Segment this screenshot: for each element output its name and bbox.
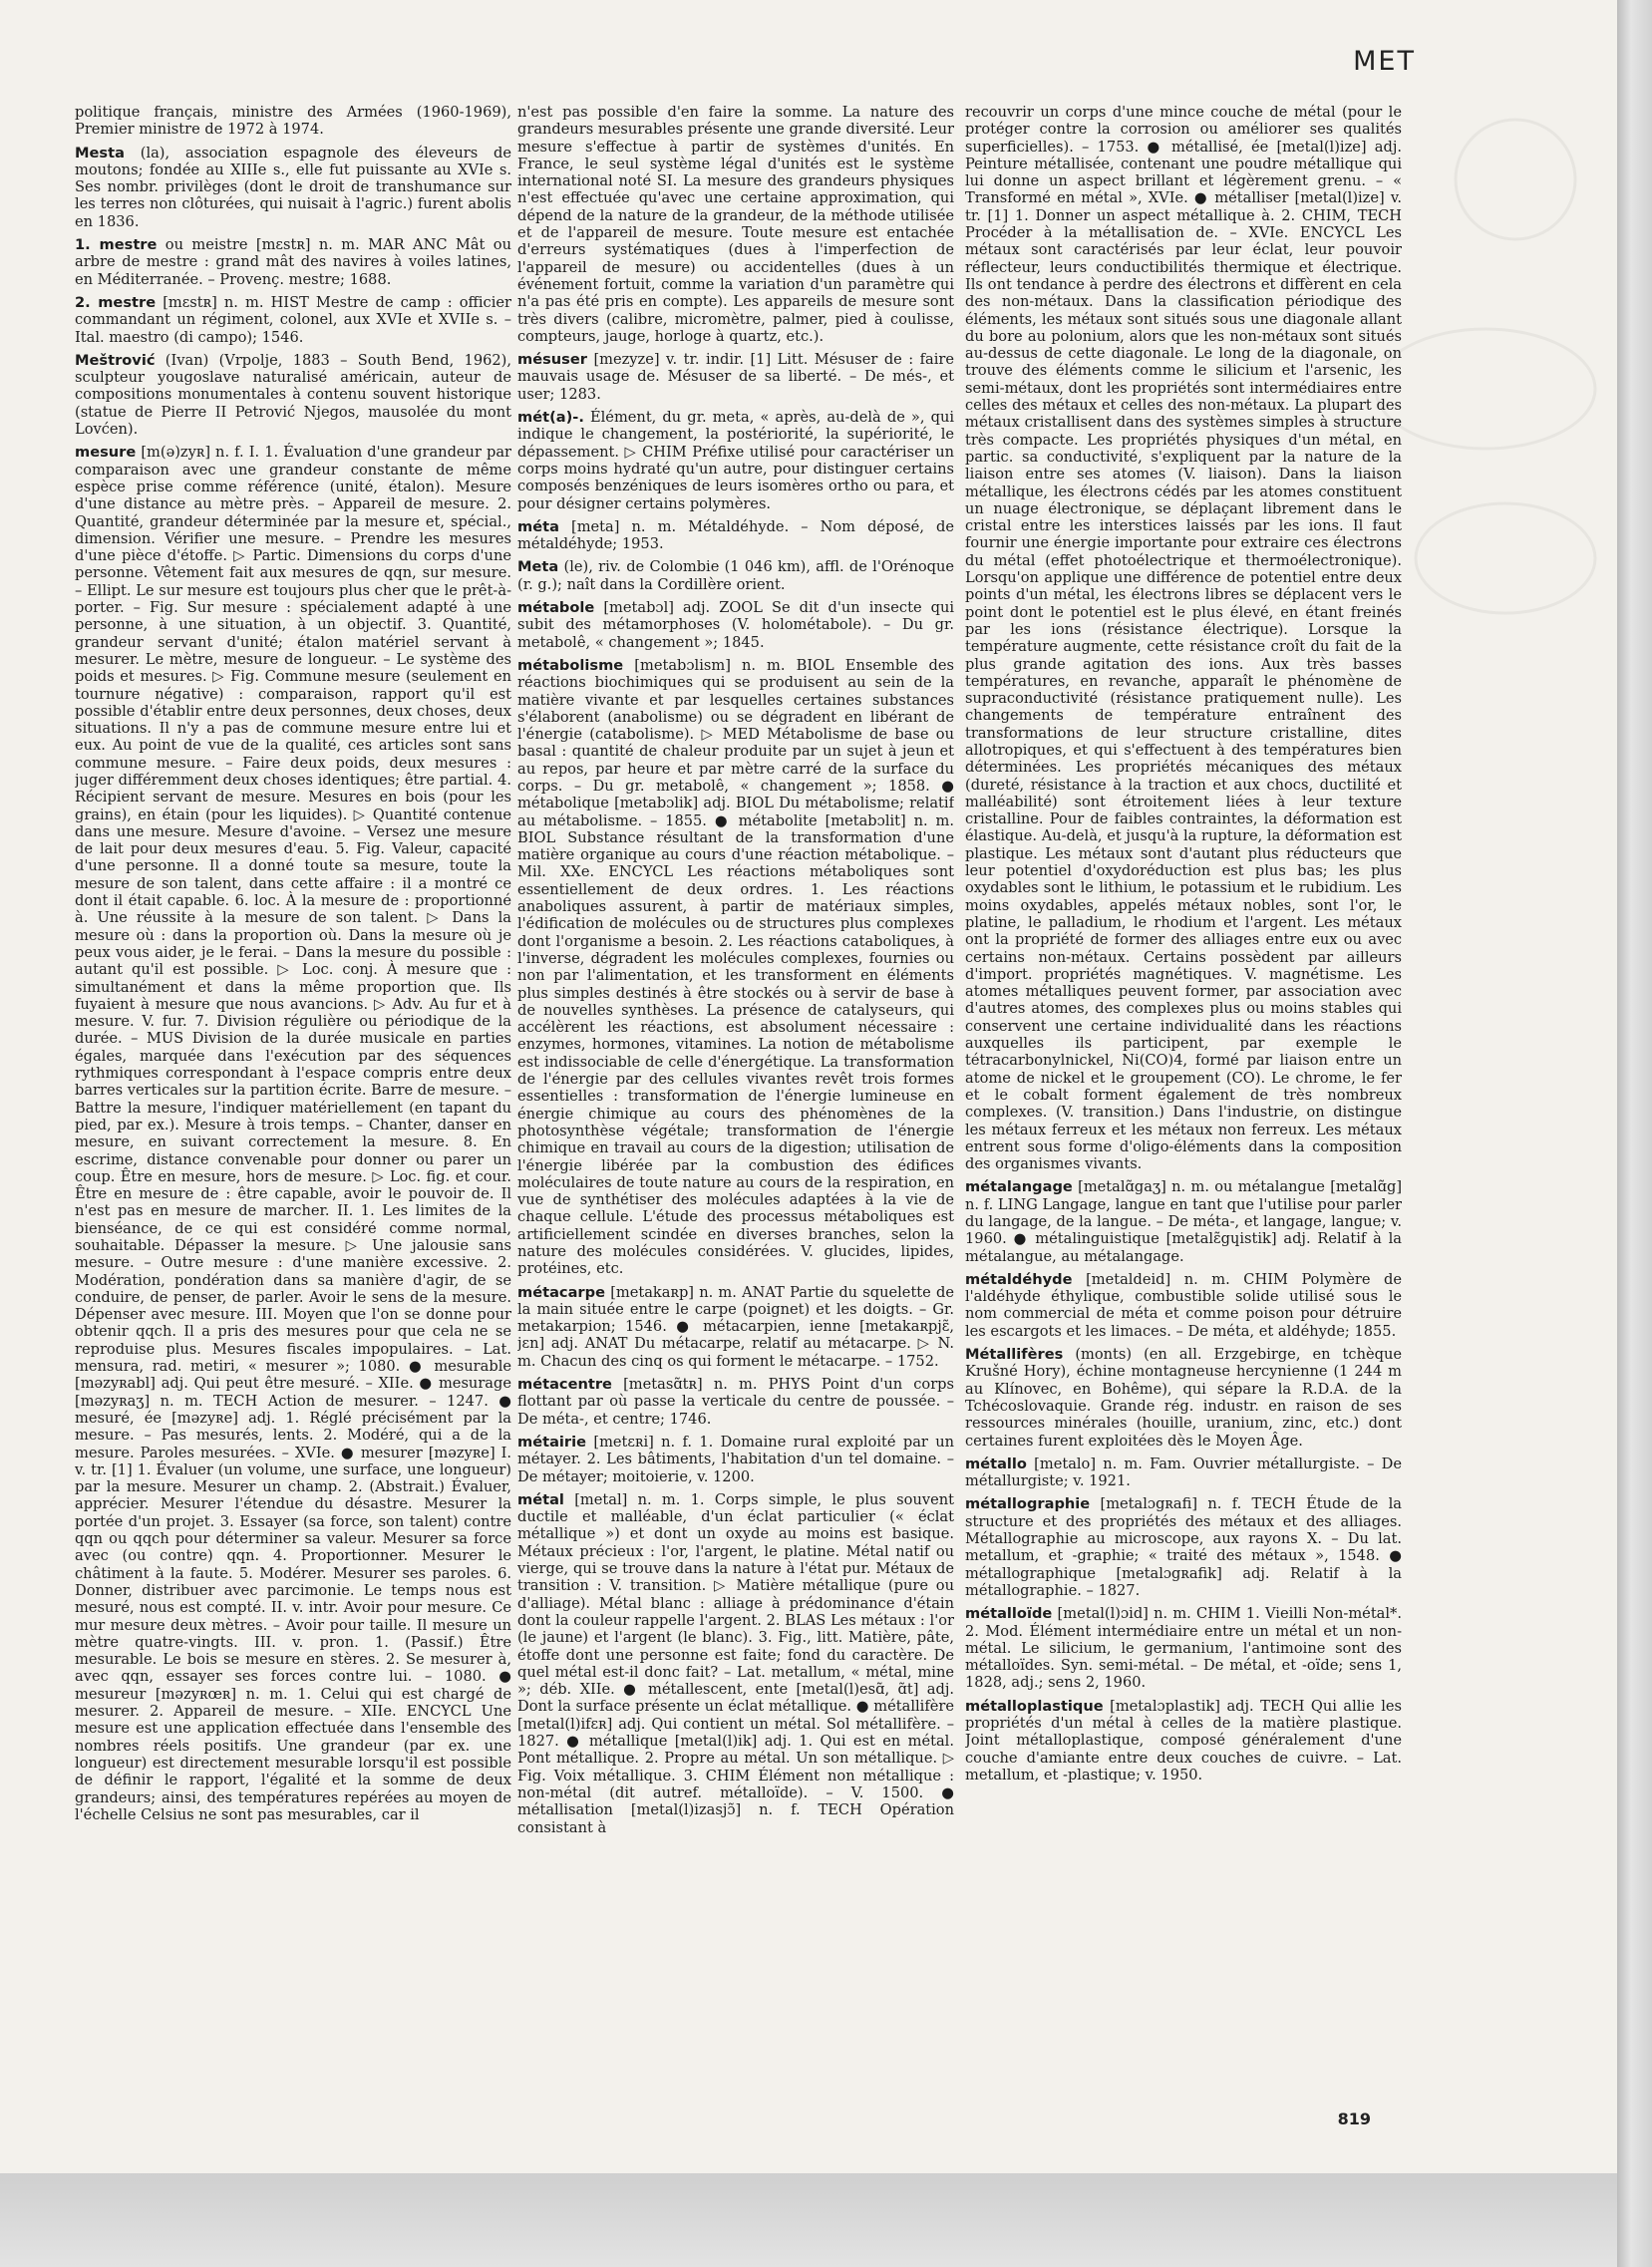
entry-headword: méta [517,517,559,535]
book-page-edge [1617,0,1652,2267]
dictionary-entry [517,1284,954,1370]
entry-definition: recouvrir un corps d'une mince couche de métal (pour le protéger contre la corrosion ou améliorer ses qualités superficielles). – 1753. ● métallisé, ée [metal(l)ize] adj. Peinture métallisée, contenant une poudre métallique qui lui donne un aspect brillant et légèrement grenu. – « Transformé en métal », XVIe. ● métalliser [metal(l)ize] v. tr. [1] 1. Donner un aspect métallique à. 2. CHIM, TECH Procéder à la métallisation de. – XVIe. ENCYCL Les métaux sont caractérisés par leur éclat, leur pouvoir réflecteur, leurs conductibilités thermique et électrique. Ils ont tendance à perdre des électrons et diffèrent en cela des non-métaux. Dans la classification périodique des éléments, les métaux sont situés sous une diagonale allant du bore au polonium, alors que les non-métaux sont situés au-dessus de cette diagonale. Le long de la diagonale, on trouve des éléments comme le silicium et l'arsenic, les semi-métaux, dont les propriétés sont intermédiaires entre celles des métaux et celles des non-métaux. La plupart des métaux cristallisent dans des systèmes simples à structure très compacte. Les propriétés physiques d'un métal, en partic. sa conductivité, s'expliquent par la nature de la liaison entre ses atomes (V. liaison). Dans la liaison métallique, les électrons cédés par les atomes constituent un nuage électronique, se déplaçant librement dans le cristal entre les interstices laissés par les ions. Il faut fournir une énergie importante pour extraire ces électrons du métal (effet photoélectrique et thermoélectronique). Lorsqu'on applique une différence de potentiel entre deux points d'un métal, les électrons libres se déplacent vers le point dont le potentiel est le plus élevé, en étant freinés par les ions (résistance électrique). Lorsque la température augmente, cette résistance croît du fait de la plus grande agitation des ions. Aux très basses températures, en revanche, apparaît le phénomène de supraconductivité (résistance pratiquement nulle). Les changements de température entraînent des transformations de leur structure cristalline, dites allotropiques, et qui s'effectuent à des températures bien déterminées. Les propriétés mécaniques des métaux (dureté, résistance à la traction et aux chocs, ductilité et malléabilité) sont étroitement liées à leur texture cristalline. Pour de faibles contraintes, la déformation est élastique. Au-delà, et jusqu'à la rupture, la déformation est plastique. Les métaux sont d'autant plus réducteurs que leur potentiel d'oxydoréduction est plus bas; les plus oxydables sont le lithium, le potassium et le rubidium. Les moins oxydables, appelés métaux nobles, sont l'or, le platine, le palladium, le rhodium et l'argent. Les métaux ont la propriété de former des alliages entre eux ou avec certains non-métaux. Certains possèdent par ailleurs d'import. propriétés magnétiques. V. magnétisme. Les atomes métalliques peuvent former, par association avec d'autres atomes, des complexes plus ou moins stables qui conservent une certaine individualité dans les réactions auxquelles ils participent, par exemple le tétracarbonylnickel, Ni(CO)4, formé par liaison entre un atome de nickel et le groupement (CO). Le chrome, le fer et le cobalt forment également de très nombreux complexes. (V. transition.) Dans l'industrie, on distingue les métaux ferreux et les métaux non ferreux. Les métaux entrent sous forme d'oligo-éléments dans la composition des organismes vivants. [965,104,1402,1173]
entry-headword: métabole [517,599,595,617]
entry-headword: Meštrović [75,351,156,369]
dictionary-entry [965,1346,1402,1450]
dictionary-entry [517,558,954,593]
entry-headword: métallographie [965,1495,1091,1513]
entry-definition: [meta] n. m. Métaldéhyde. – Nom déposé, de métaldéhyde; 1953. [517,517,954,553]
entry-headword: métalangage [965,1178,1073,1196]
entry-headword: Mesta [75,144,125,162]
entry-definition: n'est pas possible d'en faire la somme. La nature des grandeurs mesurables présente une grande diversité. Leur mesure s'effectue à partir de systèmes d'unités. En France, le seul système légal d'unités est le système international noté SI. La mesure des grandeurs physiques n'est effectuée qu'avec une certaine approximation, qui dépend de la nature de la grandeur, de la méthode utilisée et de l'appareil de mesure. Toute mesure est entachée d'erreurs systématiques (dues à l'imperfection de l'appareil de mesure) ou accidentelles (dues à un événement fortuit, comme la variation d'un paramètre qui n'a pas été pris en compte). Les appareils de mesure sont très divers (calibre, micromètre, palmer, pied à coulisse, compteurs, jauge, horloge à quartz, etc.). [517,104,954,345]
entry-definition: (monts) (en all. Erzgebirge, en tchèque Krušné Hory), échine montagneuse hercynienne (1 244 m au Klínovec, en Bohême), qui sépare la R.D.A. de la Tchécoslovaquie. Grande rég. industr. en raison de ses ressources minérales (houille, uranium, zinc, etc.) dont certaines furent exploitées dès le Moyen Âge. [965,1346,1402,1450]
entry-headword: 1. mestre [75,236,158,254]
dictionary-entry [965,104,1402,1172]
dictionary-entry [965,1605,1402,1691]
column-3 [965,104,1402,2078]
entry-headword: mésuser [517,351,587,369]
entry-definition: [metalɔplastik] adj. TECH Qui allie les propriétés d'un métal à celles de la matière plastique. Joint métalloplastique, composé généralement d'une couche d'amiante entre deux couches de cuivre. – Lat. metallum, et -plastique; v. 1950. [965,1697,1402,1783]
running-head: MET [1353,46,1416,77]
dictionary-entry [517,599,954,651]
entry-headword: métairie [517,1433,587,1451]
page-number: 819 [1337,2109,1371,2128]
entry-definition: politique français, ministre des Armées (1960-1969), Premier ministre de 1972 à 1974. [75,104,511,139]
entry-definition: [metal(l)ɔid] n. m. CHIM 1. Vieilli Non-métal*. 2. Mod. Élément intermédiaire entre un métal et un non-métal. Le silicium, le germanium, l'antimoine sont des métalloïdes. Syn. semi-métal. – De métal, et -oïde; sens 1, 1828, adj.; sens 2, 1960. [965,1605,1402,1692]
entry-headword: Métallifères [965,1346,1064,1364]
dictionary-entry [517,518,954,553]
entry-definition: Élément, du gr. meta, « après, au-delà de », qui indique le changement, la postériorité, la supériorité, le dépassement. ▷ CHIM Préfixe utilisé pour caractériser un corps moins hydraté qu'un autre, pour distinguer certains composés benzéniques de leurs isomères ortho ou para, et pour désigner certains polymères. [517,409,954,512]
entry-definition: [metaldeid] n. m. CHIM Polymère de l'aldéhyde éthylique, combustible solide utilisé sous le nom commercial de méta et comme poison pour détruire les escargots et les limaces. – De méta, et aldéhyde; 1855. [965,1270,1402,1340]
dictionary-entry [965,1271,1402,1340]
entry-definition: [metakaʀp] n. m. ANAT Partie du squelette de la main située entre le carpe (poignet) et les doigts. – Gr. metakarpion; 1546. ● métacarpien, ienne [metakaʀpjɛ̃, jɛn] adj. ANAT Du métacarpe, relatif au métacarpe. ▷ N. m. Chacun des cinq os qui forment le métacarpe. – 1752. [517,1283,954,1370]
entry-headword: métacentre [517,1376,612,1394]
entry-headword: métacarpe [517,1283,605,1301]
entry-headword: mét(a)-. [517,409,584,427]
entry-headword: métal [517,1490,564,1508]
entry-headword: métabolisme [517,656,624,674]
dictionary-entry [75,104,511,139]
dictionary-entry [517,104,954,345]
dictionary-entry [517,657,954,1278]
dictionary-entry [517,1491,954,1836]
entry-definition: [metalɑ̃gaʒ] n. m. ou métalangue [metalɑ̃g] n. f. LING Langage, langue en tant que l'utilise pour parler du langage, de la langue. – De méta-, et langage, langue; v. 1960. ● métalinguistique [metalɛ̃gɥistik] adj. Relatif à la métalangue, au métalangage. [965,1178,1402,1265]
entry-headword: Meta [517,558,559,576]
dictionary-entry [517,351,954,403]
dictionary-entry [75,444,511,1823]
dictionary-entry [965,1178,1402,1264]
dictionary-entry [965,1495,1402,1599]
entry-definition: [metasɑ̃tʀ] n. m. PHYS Point d'un corps flottant par où passe la verticale du centre de poussée. – De méta-, et centre; 1746. [517,1376,954,1428]
entry-headword: mesure [75,444,137,462]
dictionary-entry [75,294,511,346]
dictionary-entry [75,145,511,230]
scan-background [0,2173,1617,2267]
entry-definition: (Ivan) (Vrpolje, 1883 – South Bend, 1962), sculpteur yougoslave naturalisé américain, auteur de compositions monumentales à contenu souvent historique (statue de Pierre II Petrović Njegos, mausolée du mont Lovćen). [75,351,511,439]
entry-definition: [metal] n. m. 1. Corps simple, le plus souvent ductile et malléable, d'un éclat particulier (« éclat métallique ») et dont un oxyde au moins est basique. Métaux précieux : l'or, l'argent, le platine. Métal natif ou vierge, qui se trouve dans la nature à l'état pur. Métaux de transition : V. transition. ▷ Matière métallique (pure ou d'alliage). Métal blanc : alliage à prédominance d'étain dont la couleur rappelle l'argent. 2. BLAS Les métaux : l'or (le jaune) et l'argent (le blanc). 3. Fig., litt. Matière, pâte, étoffe dont une personne est faite; fond du caractère. De quel métal est-il donc fait? – Lat. metallum, « métal, mine »; déb. XIIe. ● métallescent, ente [metal(l)esɑ̃, ɑ̃t] adj. Dont la surface présente un éclat métallique. ● métallifère [metal(l)ifɛʀ] adj. Qui contient un métal. Sol métallifère. – 1827. ● métallique [metal(l)ik] adj. 1. Qui est en métal. Pont métallique. 2. Propre au métal. Un son métallique. ▷ Fig. Voix métallique. 3. CHIM Élément non métallique : non-métal (dit autref. métalloïde). – V. 1500. ● métallisation [metal(l)izasjɔ̃] n. f. TECH Opération consistant à [517,1490,954,1836]
entry-definition: [m(ə)zyʀ] n. f. I. 1. Évaluation d'une grandeur par comparaison avec une grandeur constante de même espèce prise comme référence (unité, étalon). Mesure d'une distance au mètre près. – Appareil de mesure. 2. Quantité, grandeur déterminée par la mesure et, spécial., dimension. Vérifier une mesure. – Prendre les mesures d'une pièce d'étoffe. ▷ Partic. Dimensions du corps d'une personne. Vêtement fait aux mesures de qqn, sur mesure. – Ellipt. Le sur mesure est toujours plus cher que le prêt-à-porter. – Fig. Sur mesure : spécialement adapté à une personne, à une situation, à un objectif. 3. Quantité, grandeur servant d'unité; étalon matériel servant à mesurer. Le mètre, mesure de longueur. – Le système des poids et mesures. ▷ Fig. Commune mesure (seulement en tournure négative) : comparaison, rapport qu'il est possible d'établir entre deux personnes, deux choses, deux situations. Il n'y a pas de commune mesure entre lui et eux. Au point de vue de la qualité, ces articles sont sans commune mesure. – Faire deux poids, deux mesures : juger différemment deux choses identiques; être partial. 4. Récipient servant de mesure. Mesures en bois (pour les grains), en étain (pour les liquides). ▷ Quantité contenue dans une mesure. Mesure d'avoine. – Versez une mesure de lait pour deux mesures d'eau. 5. Fig. Valeur, capacité d'une personne. Il a donné toute sa mesure, toute la mesure de son talent, dans cette affaire : il a montré ce dont il était capable. 6. loc. À la mesure de : proportionné à. Une réussite à la mesure de son talent. ▷ Dans la mesure où : dans la proportion où. Dans la mesure où je peux vous aider, je le ferai. – Dans la mesure du possible : autant qu'il est possible. ▷ Loc. conj. À mesure que : simultanément et dans la même proportion que. Ils fuyaient à mesure que nous avancions. ▷ Adv. Au fur et à mesure. V. fur. 7. Division régulière ou périodique de la durée. – MUS Division de la durée musicale en parties égales, marquée dans l'exécution par des séquences rythmiques correspondant à l'espace compris entre deux barres verticales sur la partition écrite. Barre de mesure. – Battre la mesure, l'indiquer matériellement (en tapant du pied, par ex.). Mesure à trois temps. – Chanter, danser en mesure, en suivant correctement la mesure. 8. En escrime, distance convenable pour donner ou parer un coup. Être en mesure, hors de mesure. ▷ Loc. fig. et cour. Être en mesure de : être capable, avoir le pouvoir de. Il n'est pas en mesure de marcher. II. 1. Les limites de la bienséance, de ce qui est considéré comme normal, souhaitable. Dépasser la mesure. ▷ Une jalousie sans mesure. – Outre mesure : d'une manière excessive. 2. Modération, pondération dans sa manière d'agir, de se conduire, de penser, de parler. Avoir le sens de la mesure. Dépenser avec mesure. III. Moyen que l'on se donne pour obtenir qqch. Il a pris des mesures pour que cela ne se reproduise plus. Mesures fiscales impopulaires. – Lat. mensura, rad. metiri, « mesurer »; 1080. ● mesurable [məzyʀabl] adj. Qui peut être mesuré. – XIIe. ● mesurage [məzyʀaʒ] n. m. TECH Action de mesurer. – 1247. ● mesuré, ée [məzyʀe] adj. 1. Réglé précisément par la mesure. – Pas mesurés, lents. 2. Modéré, qui a de la mesure. Paroles mesurées. – XVIe. ● mesurer [məzyʀe] I. v. tr. [1] 1. Évaluer (un volume, une surface, une longueur) par la mesure. Mesurer un champ. 2. (Abstrait.) Évaluer, apprécier. Mesurer l'étendue du désastre. Mesurer la portée d'un projet. 3. Essayer (sa force, son talent) contre qqn ou qqch pour déterminer sa valeur. Mesurer sa force avec (ou contre) qqn. 4. Proportionner. Mesurer le châtiment à la faute. 5. Modérer. Mesurer ses paroles. 6. Donner, distribuer avec parcimonie. Le temps nous est mesuré, nous est compté. II. v. intr. Avoir pour mesure. Ce mur mesure deux mètres. – Avoir pour taille. Il mesure un mètre quatre-vingts. III. v. pron. 1. (Passif.) Être mesurable. Le bois se mesure en stères. 2. Se mesurer à, avec qqn, essayer ses forces contre lui. – 1080. ● mesureur [məzyʀœʀ] n. m. 1. Celui qui est chargé de mesurer. 2. Appareil de mesure. – XIIe. ENCYCL Une mesure est une application effectuée dans l'ensemble des nombres réels positifs. Une grandeur (par ex. une longueur) est directement mesurable lorsqu'il est possible de définir le rapport, l'égalité et la somme de deux grandeurs; ainsi, des températures repérées au moyen de l'échelle Celsius ne sont pas mesurables, car il [75,444,511,1823]
dictionary-entry [517,409,954,512]
dictionary-entry [965,1456,1402,1490]
entry-headword: 2. mestre [75,293,157,311]
entry-definition: [metalo] n. m. Fam. Ouvrier métallurgiste. – De métallurgiste; v. 1921. [965,1455,1402,1490]
entry-definition: [metɛʀi] n. f. 1. Domaine rural exploité par un métayer. 2. Les bâtiments, l'habitation d'un tel domaine. – De métayer; moitoierie, v. 1200. [517,1433,954,1485]
column-1 [75,104,511,2078]
dictionary-entry [75,236,511,288]
entry-headword: métalloplastique [965,1697,1104,1715]
entry-headword: métaldéhyde [965,1270,1073,1288]
dictionary-entry [517,1434,954,1485]
entry-headword: métalloïde [965,1605,1053,1623]
entry-definition: ou meistre [mɛstʀ] n. m. MAR ANC Mât ou arbre de mestre : grand mât des navires à voiles latines, en Méditerranée. – Provenç. mestre; 1688. [75,236,511,288]
entry-definition: [metabɔlism] n. m. BIOL Ensemble des réactions biochimiques qui se produisent au sein de la matière vivante et par lesquelles certaines substances s'élaborent (anabolisme) ou se dégradent en libérant de l'énergie (catabolisme). ▷ MED Métabolisme de base ou basal : quantité de chaleur produite par un sujet à jeun et au repos, par heure et par mètre carré de la surface du corps. – Du gr. metabolê, « changement »; 1858. ● métabolique [metabɔlik] adj. BIOL Du métabolisme; relatif au métabolisme. – 1855. ● métabolite [metabɔlit] n. m. BIOL Substance résultant de la transformation d'une matière organique au cours d'une réaction métabolique. – Mil. XXe. ENCYCL Les réactions métaboliques sont essentiellement de deux ordres. 1. Les réactions anaboliques assurent, à partir de matériaux simples, l'édification de molécules ou de structures plus complexes dont l'organisme a besoin. 2. Les réactions cataboliques, à l'inverse, dégradent les molécules complexes, fournies ou non par l'alimentation, et les transforment en éléments plus simples destinés à être stockés ou à servir de base à de nouvelles synthèses. La présence de catalyseurs, qui accélèrent les réactions, est absolument nécessaire : enzymes, hormones, vitamines. La notion de métabolisme est indissociable de celle d'énergétique. La transformation de l'énergie par des cellules vivantes revêt trois formes essentielles : transformation de l'énergie lumineuse en énergie chimique au cours des phénomènes de la photosynthèse végétale; transformation de l'énergie chimique en travail au cours de la digestion; utilisation de l'énergie libérée par la combustion des édifices moléculaires de toute nature au cours de la respiration, en vue de synthétiser des molécules adaptées à la vie de chaque cellule. L'étude des processus métaboliques est artificiellement scindée en diverses branches, selon la nature des molécules considérées. V. glucides, lipides, protéines, etc. [517,656,954,1278]
dictionary-entry [75,352,511,438]
entry-definition: [metabɔl] adj. ZOOL Se dit d'un insecte qui subit des métamorphoses (V. holométabole). – Du gr. metabolê, « changement »; 1845. [517,599,954,651]
entry-headword: métallo [965,1455,1027,1472]
entry-definition: [metalɔgʀafi] n. f. TECH Étude de la structure et des propriétés des métaux et des alliages. Métallographie au microscope, aux rayons X. – Du lat. metallum, et -graphie; « traité des métaux », 1548. ● métallographique [metalɔgʀafik] adj. Relatif à la métallographie. – 1827. [965,1495,1402,1599]
dictionary-entry [965,1698,1402,1783]
dictionary-entry [517,1376,954,1428]
entry-definition: (la), association espagnole des éleveurs de moutons; fondée au XIIIe s., elle fut puissante au XVIe s. Ses nombr. privilèges (dont le droit de transhumance sur les terres non clôturées, qui nuisait à l'agric.) furent abolis en 1836. [75,144,511,230]
entry-definition: [mɛstʀ] n. m. HIST Mestre de camp : officier commandant un régiment, colonel, aux XVIe et XVIIe s. – Ital. maestro (di campo); 1546. [75,293,511,346]
entry-definition: (le), riv. de Colombie (1 046 km), affl. de l'Orénoque (r. g.); naît dans la Cordillère orient. [517,558,954,593]
entry-definition: [mezyze] v. tr. indir. [1] Litt. Mésuser de : faire mauvais usage de. Mésuser de sa liberté. – De més-, et user; 1283. [517,351,954,403]
column-2 [517,104,954,2078]
